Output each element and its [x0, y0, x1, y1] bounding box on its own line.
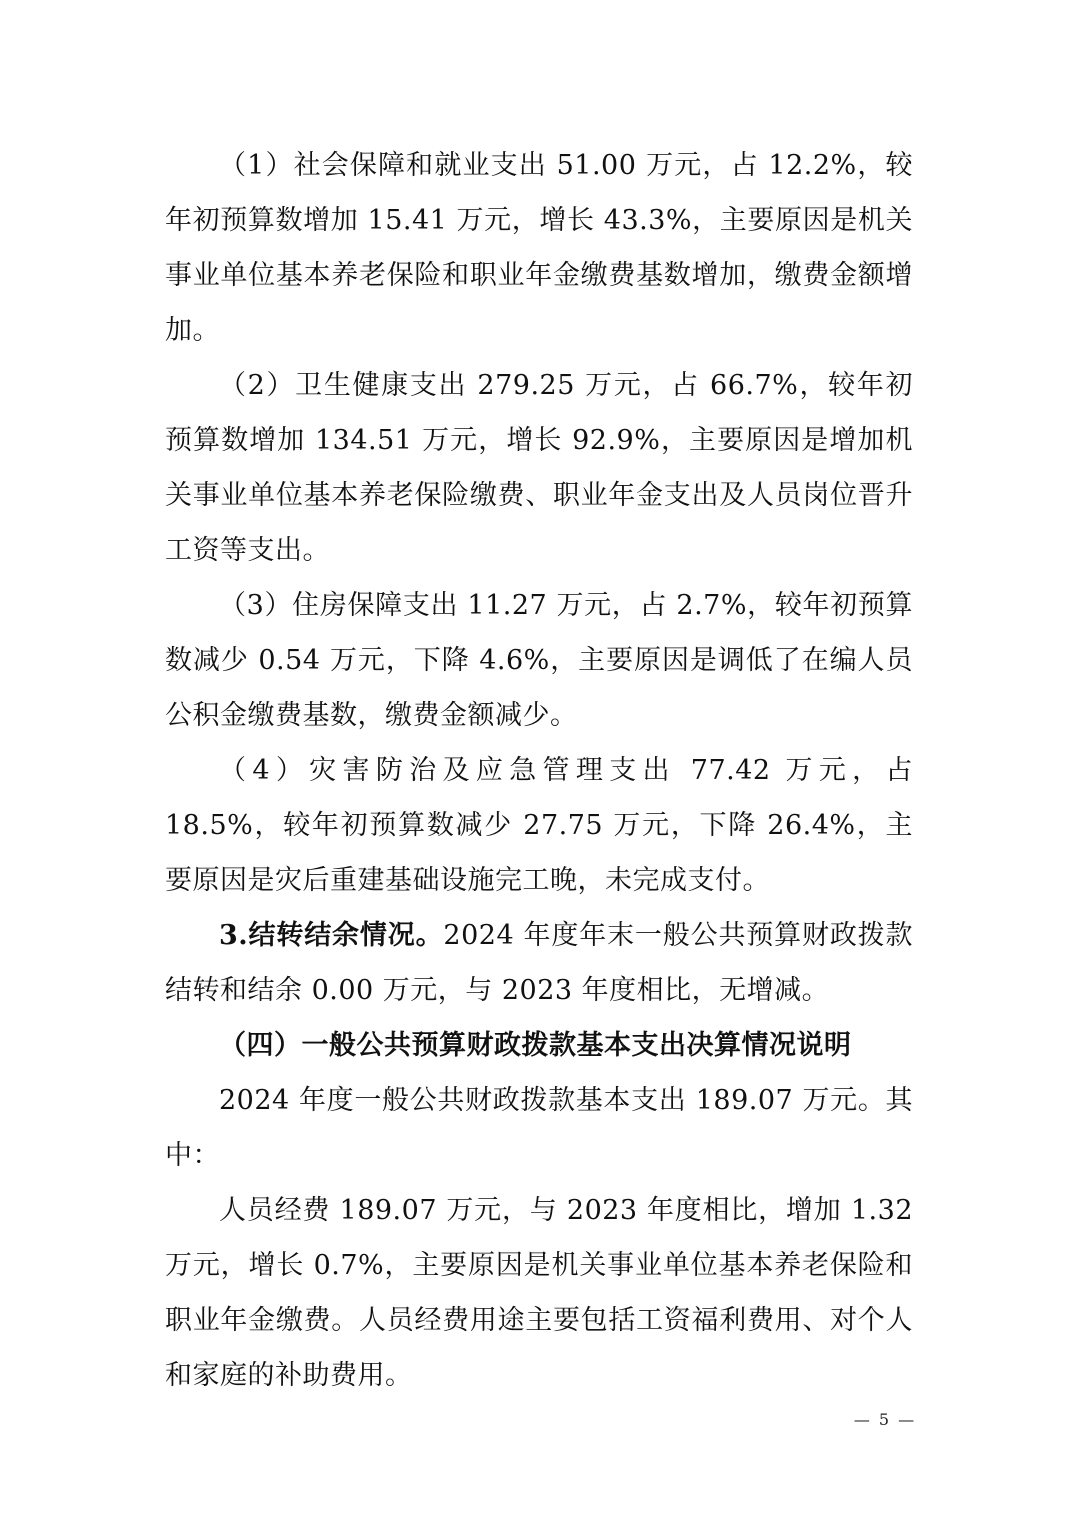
paragraph-disaster: （4）灾害防治及应急管理支出 77.42 万元，占 18.5%，较年初预算数减少 27.75 万元，下降 26.4%，主要原因是灾后重建基础设施完工晚，未完成支付。 [165, 755, 913, 896]
document-body [165, 138, 913, 1403]
paragraph-basic-expenditure: 2024 年度一般公共财政拨款基本支出 189.07 万元。其中： [165, 1085, 913, 1171]
carryover-lead: 3.结转结余情况。 [219, 920, 444, 951]
paragraph-health: （2）卫生健康支出 279.25 万元，占 66.7%，较年初预算数增加 134.51 万元，增长 92.9%，主要原因是增加机关事业单位基本养老保险缴费、职业年金支出及人员岗位晋升工资等支出。 [165, 370, 913, 566]
paragraph-housing: （3）住房保障支出 11.27 万元，占 2.7%，较年初预算数减少 0.54 万元，下降 4.6%，主要原因是调低了在编人员公积金缴费基数，缴费金额减少。 [165, 590, 913, 731]
carryover-body: 2024 年度年末一般公共预算财政拨款结转和结余 0.00 万元，与 2023 年度相比，无增减。 [165, 920, 913, 1006]
paragraph-social-security: （1）社会保障和就业支出 51.00 万元，占 12.2%，较年初预算数增加 15.41 万元，增长 43.3%，主要原因是机关事业单位基本养老保险和职业年金缴费基数增加，缴费金额增加。 [165, 150, 913, 346]
paragraph-personnel: 人员经费 189.07 万元，与 2023 年度相比，增加 1.32 万元，增长 0.7%，主要原因是机关事业单位基本养老保险和职业年金缴费。人员经费用途主要包括工资福利费用、对个人和家庭的补助费用。 [165, 1195, 913, 1391]
section-heading-basic-expenditure: （四）一般公共预算财政拨款基本支出决算情况说明 [219, 1030, 852, 1061]
page-number: — 5 — [853, 1410, 917, 1429]
paragraph-carryover [165, 908, 913, 1018]
